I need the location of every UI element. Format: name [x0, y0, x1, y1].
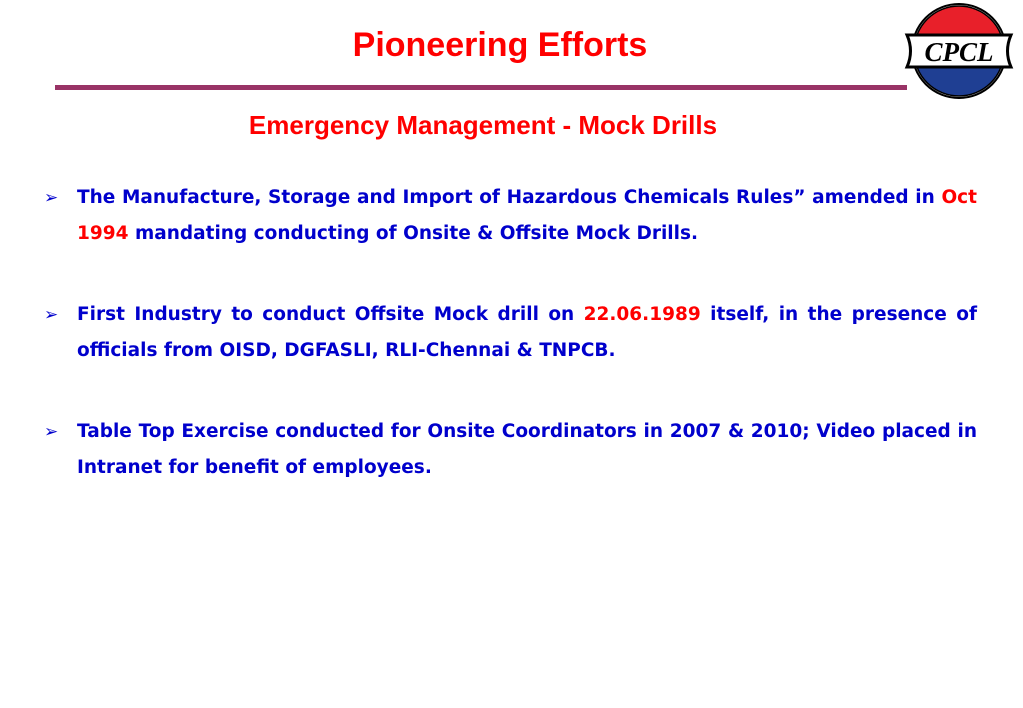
bullet-text: Table Top Exercise conducted for Onsite Coordinators in 2007 & 2010; Video placed in Intranet for benefit of employees.	[77, 421, 977, 478]
bullet-text: itself, in the presence of officials from OISD, DGFASLI, RLI-Chennai & TNPCB.	[77, 304, 977, 361]
bullet-list	[44, 180, 977, 531]
slide-subtitle: Emergency Management - Mock Drills	[248, 110, 718, 140]
arrow-bullet-icon: ➢	[44, 305, 59, 325]
bullet-text: mandating conducting of Onsite & Offsite Mock Drills.	[128, 223, 699, 244]
bullet-text: The Manufacture, Storage and Import of Hazardous Chemicals Rules” amended in	[77, 187, 942, 208]
bullet-text: First Industry to conduct Offsite Mock drill on	[77, 304, 584, 325]
title-divider	[55, 85, 907, 90]
highlight-date: Oct 1994	[77, 187, 977, 244]
slide-title: Pioneering Efforts	[352, 26, 648, 64]
highlight-date: 22.06.1989	[583, 304, 701, 325]
bullet-item	[44, 414, 977, 486]
arrow-bullet-icon: ➢	[44, 188, 59, 208]
arrow-bullet-icon: ➢	[44, 422, 59, 442]
logo-text: CPCL	[924, 37, 994, 67]
cpcl-logo-icon	[901, 2, 1017, 100]
bullet-item	[44, 297, 977, 369]
bullet-item	[44, 180, 977, 252]
